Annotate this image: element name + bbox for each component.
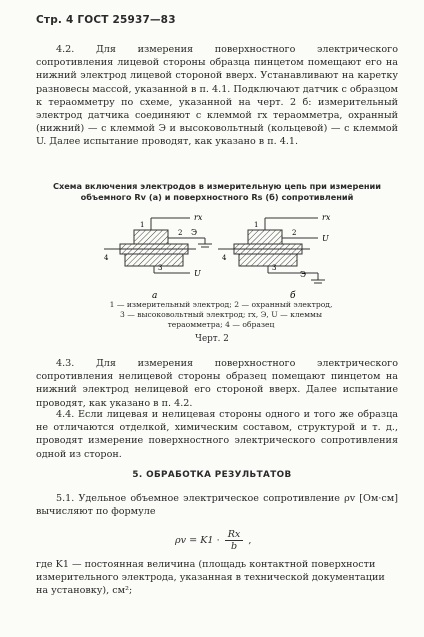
figure-legend [76, 300, 366, 331]
paragraph-4-2-text: 4.2. Для измерения поверхностного электрического сопротивления лицевой стороны образца пинцетом помещают его на нижний электрод лицевой стороной вверх. Устанавливают на каретку разновесы массой, указанной в п. 4.1. Подключают датчик с образцом к тераомметру по схеме, указанной на черт. 2 б: измерительный электрод датчика соединяют с клеммой rx тераомметра, охранный (нижний) — с клеммой Э и высоковольтный (кольцевой) — с клеммой U. Далее испытание проводят, как указано в п. 4.1. [36, 44, 398, 148]
paragraph-5-1-text: 5.1. Удельное объемное электрическое сопротивление ρv [Ом·см] вычисляют по формуле [36, 493, 398, 518]
where-definition-text: где K1 — постоянная величина (площадь контактной поверхности измерительного электрода, указанная в технической документации на установку), см²; [36, 559, 385, 597]
figure-label: Черт. 2 [195, 334, 229, 344]
label-rx-b: rx [322, 213, 331, 222]
formula-fraction [225, 529, 244, 552]
where-definition [36, 558, 398, 598]
label-u-a: U [194, 269, 201, 278]
label-1-a: 1 [140, 221, 145, 229]
lower-electrode-b [239, 254, 297, 266]
paragraph-4-4 [36, 408, 398, 461]
electrode-diagram [0, 200, 424, 310]
label-sub-a: а [152, 291, 158, 301]
label-1-b: 1 [254, 221, 259, 229]
diagram-b [218, 213, 331, 301]
label-2-a: 2 [178, 229, 183, 237]
formula-denominator: b [230, 541, 238, 552]
paragraph-4-3-text: 4.3. Для измерения поверхностного электрического сопротивления нелицевой стороны образец помещают пинцетом на нижний электрод нелицевой его стороной вверх. Далее испытание проводят, как указано в п. 4.2. [36, 358, 398, 409]
formula-eq: = [189, 535, 198, 546]
paragraph-4-3 [36, 357, 398, 410]
label-4-b: 4 [222, 254, 227, 262]
upper-electrode-a [134, 230, 168, 244]
paragraph-4-4-text: 4.4. Если лицевая и нелицевая стороны одного и того же образца не отличаются отделкой, химическим составом, структурой и т. д., проводят измерение поверхностного электрического сопротивления одной из сторон. [36, 409, 398, 460]
label-sub-b: б [290, 291, 296, 301]
label-rx-a: rx [194, 213, 203, 222]
label-3-a: 3 [158, 264, 163, 272]
upper-electrode-b [248, 230, 282, 244]
paragraph-4-2 [36, 43, 398, 149]
label-4-a: 4 [104, 254, 109, 262]
lower-electrode-a [125, 254, 183, 266]
label-2-b: 2 [292, 229, 297, 237]
formula-comma: , [248, 535, 252, 546]
diagram-a [104, 213, 212, 301]
legend-line-3: тераомметра; 4 — образец [167, 320, 275, 330]
legend-line-2: 3 — высоковольтный электрод; rx, Э, U — клеммы [119, 310, 323, 320]
formula-lhs: ρv [175, 535, 187, 546]
label-e-a: Э [191, 228, 198, 237]
formula [175, 529, 251, 552]
label-e-b: Э [300, 270, 307, 279]
section-title: 5. ОБРАБОТКА РЕЗУЛЬТАТОВ [132, 470, 292, 480]
label-u-b: U [322, 234, 329, 243]
page-header: Стр. 4 ГОСТ 25937—83 [36, 14, 176, 26]
formula-k: K1 [200, 535, 214, 546]
formula-dot: · [216, 535, 220, 546]
figure-caption-line-1: Схема включения электродов в измерительную цепь при измерении [52, 181, 382, 191]
figure-caption-line-2: объемного Rv (а) и поверхностного Rs (б) сопротивлений [80, 192, 354, 202]
paragraph-5-1 [36, 492, 398, 518]
label-3-b: 3 [272, 264, 277, 272]
legend-line-1: 1 — измерительный электрод; 2 — охранный электрод, [109, 300, 333, 309]
formula-numerator: Rx [225, 529, 244, 541]
